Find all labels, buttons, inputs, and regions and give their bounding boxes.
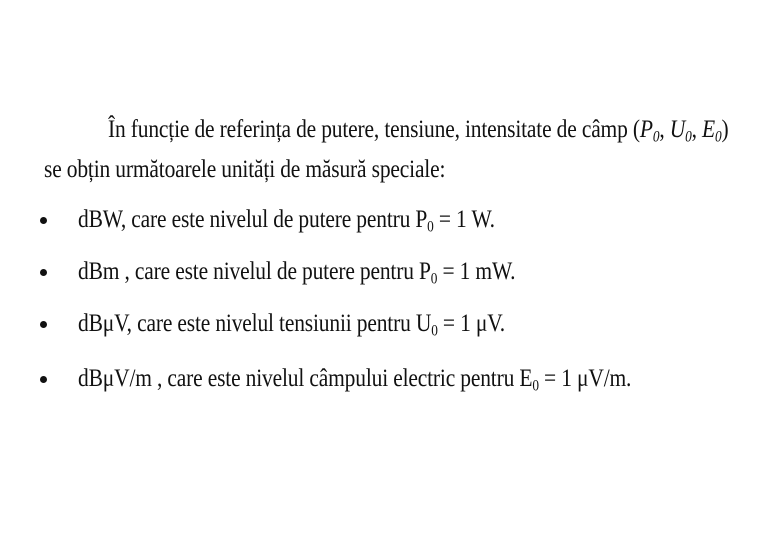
subscript-p: 0 (652, 128, 660, 146)
list-item-text: dBμV, care este nivelul tensiunii pentru $U_0 = 1$ μV. (78, 310, 506, 340)
intro-paragraph-line-2: se obțin următoarele unități de măsură speciale: (44, 156, 446, 183)
symbol-separator: , (691, 116, 703, 143)
symbol-separator: , (659, 116, 670, 143)
intro-paragraph-line-1 (108, 115, 729, 145)
intro-text: În funcție de referința de putere, tensiune, intensitate de câmp ( (108, 116, 640, 143)
list-item-text: dBW, care este nivelul de putere pentru $P_0 = 1$ W. (78, 206, 495, 236)
subscript-e: 0 (715, 128, 722, 146)
bullet-icon (40, 321, 47, 328)
bullet-icon (40, 217, 47, 224)
close-paren: ) (721, 116, 729, 143)
bullet-icon (40, 376, 47, 383)
list-item-text: dBm , care este nivelul de putere pentru $P_0 = 1$ mW. (78, 258, 516, 288)
symbol-e: E (702, 116, 716, 143)
bullet-icon (40, 269, 47, 276)
subscript-u: 0 (685, 128, 692, 146)
symbol-u: U (669, 116, 686, 143)
list-item-text: dBμV/m , care este nivelul câmpului electric pentru $E_0 = 1$ μV/m. (78, 365, 632, 395)
symbol-p: P (639, 116, 653, 143)
